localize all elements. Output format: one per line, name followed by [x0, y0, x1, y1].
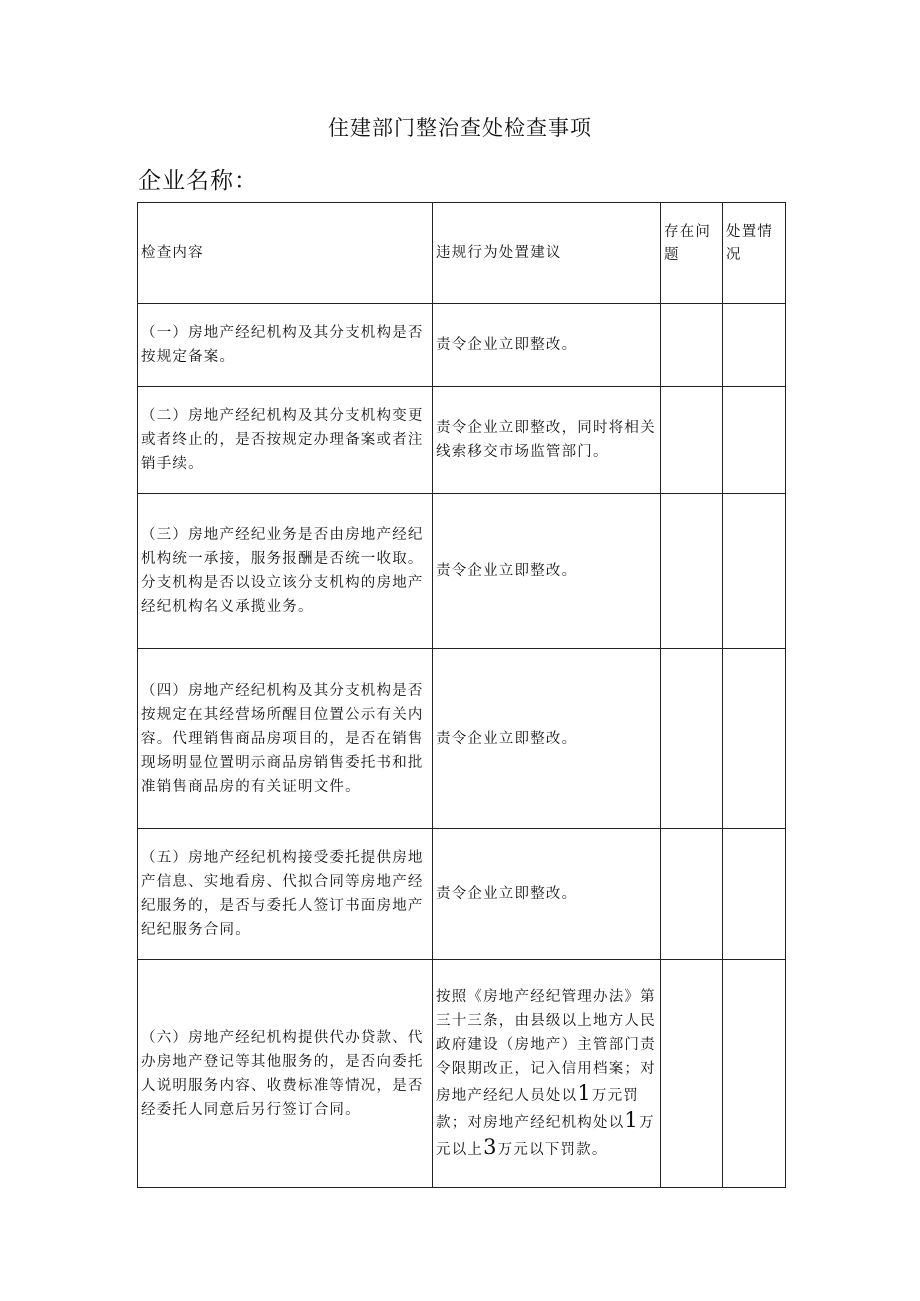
suggestion-number: 3	[483, 1135, 498, 1159]
table-row	[138, 387, 786, 494]
suggestion-cell: 责令企业立即整改。	[433, 304, 661, 387]
suggestion-number: 1	[577, 1081, 592, 1105]
handling-cell[interactable]	[723, 387, 786, 494]
suggestion-text: 万元以下罚款。	[497, 1142, 608, 1158]
header-check-content: 检查内容	[138, 203, 433, 304]
check-content-cell: （五）房地产经纪机构接受委托提供房地产信息、实地看房、代拟合同等房地产经纪服务的，是否与委托人签订书面房地产纪纪服务合同。	[138, 829, 433, 960]
check-content-cell: （一）房地产经纪机构及其分支机构是否按规定备案。	[138, 304, 433, 387]
table-row	[138, 494, 786, 649]
suggestion-number: 1	[624, 1108, 639, 1132]
check-content-cell: （六）房地产经纪机构提供代办贷款、代办房地产登记等其他服务的，是否向委托人说明服务内容、收费标准等情况，是否经委托人同意后另行签订合同。	[138, 960, 433, 1188]
issues-cell[interactable]	[661, 304, 723, 387]
handling-cell[interactable]	[723, 494, 786, 649]
handling-cell[interactable]	[723, 960, 786, 1188]
check-content-cell: （二）房地产经纪机构及其分支机构变更或者终止的，是否按规定办理备案或者注销手续。	[138, 387, 433, 494]
check-content-cell: （四）房地产经纪机构及其分支机构是否按规定在其经营场所醒目位置公示有关内容。代理销售商品房项目的，是否在销售现场明显位置明示商品房销售委托书和批准销售商品房的有关证明文件。	[138, 649, 433, 829]
suggestion-cell: 责令企业立即整改，同时将相关线索移交市场监管部门。	[433, 387, 661, 494]
table-row	[138, 649, 786, 829]
table-row	[138, 829, 786, 960]
handling-cell[interactable]	[723, 649, 786, 829]
suggestion-cell	[433, 960, 661, 1188]
suggestion-cell: 责令企业立即整改。	[433, 494, 661, 649]
suggestion-cell: 责令企业立即整改。	[433, 829, 661, 960]
handling-cell[interactable]	[723, 829, 786, 960]
table-header-row	[138, 203, 786, 304]
table-row	[138, 304, 786, 387]
issues-cell[interactable]	[661, 387, 723, 494]
suggestion-text: 万元罚款；对房地产经纪机构处以	[436, 1088, 639, 1131]
page-title: 住建部门整治查处检查事项	[328, 116, 592, 140]
issues-cell[interactable]	[661, 829, 723, 960]
suggestion-text: 按照《房地产经纪管理办法》第三十三条，由县级以上地方人民政府建设（房地产）主管部门责令限期改正，记入信用档案；对房地产经纪人员处以	[436, 989, 656, 1104]
inspection-table	[137, 202, 786, 1188]
suggestion-cell: 责令企业立即整改。	[433, 649, 661, 829]
handling-cell[interactable]	[723, 304, 786, 387]
suggestion-text: 万元以上	[436, 1115, 655, 1158]
header-issues: 存在问题	[661, 203, 723, 304]
company-name-label: 企业名称：	[138, 168, 258, 194]
table-row	[138, 960, 786, 1188]
issues-cell[interactable]	[661, 494, 723, 649]
header-handling: 处置情况	[723, 203, 786, 304]
header-suggestion: 违规行为处置建议	[433, 203, 661, 304]
check-content-cell: （三）房地产经纪业务是否由房地产经纪机构统一承接，服务报酬是否统一收取。分支机构是否以设立该分支机构的房地产经纪机构名义承揽业务。	[138, 494, 433, 649]
issues-cell[interactable]	[661, 649, 723, 829]
issues-cell[interactable]	[661, 960, 723, 1188]
